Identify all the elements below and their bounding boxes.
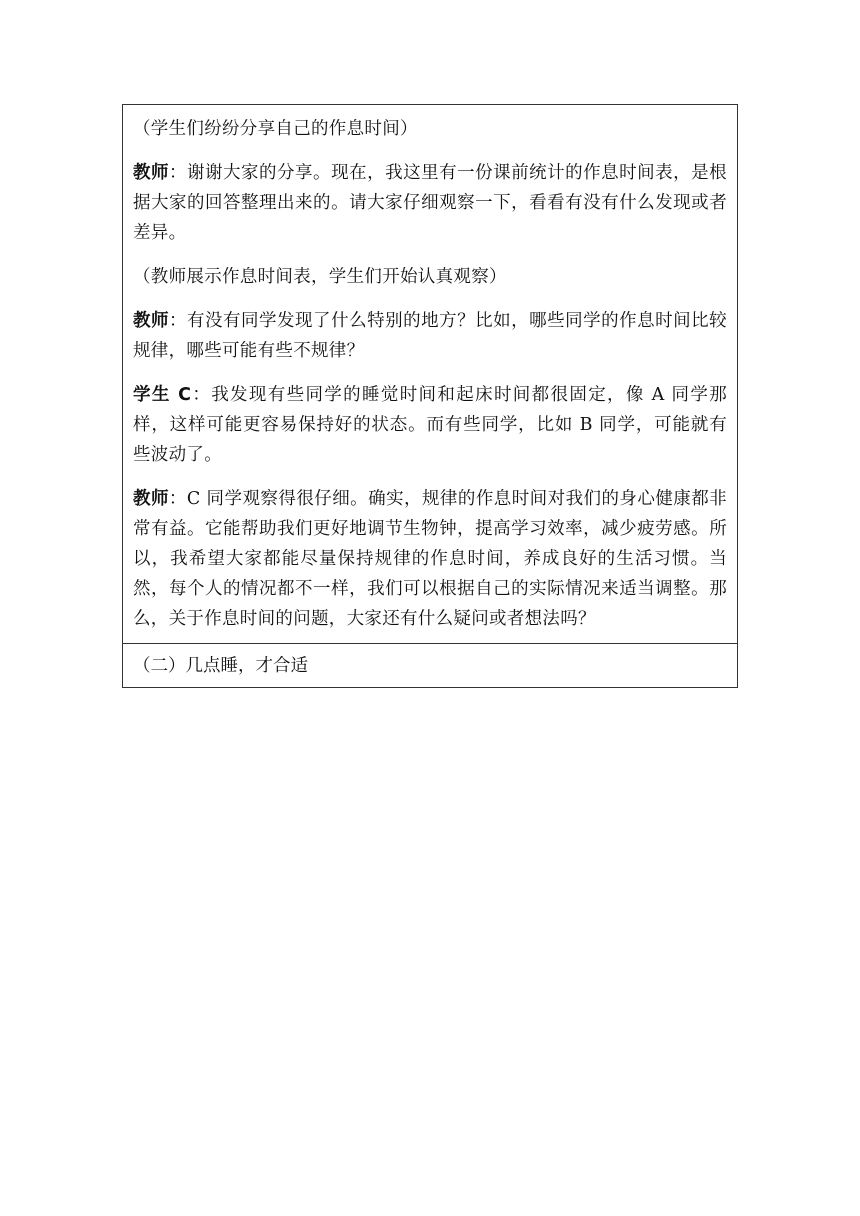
dialogue-text: ：谢谢大家的分享。现在，我这里有一份课前统计的作息时间表，是根据大家的回答整理出来的。请大家仔细观察一下，看看有没有什么发现或者差异。 (133, 163, 727, 243)
dialogue-line (133, 158, 727, 248)
stage-note-text: （教师展示作息时间表，学生们开始认真观察） (133, 267, 507, 287)
speaker-label: 学生 C (133, 385, 192, 405)
dialogue-text: ：C 同学观察得很仔细。确实，规律的作息时间对我们的身心健康都非常有益。它能帮助我们更好地调节生物钟，提高学习效率，减少疲劳感。所以，我希望大家都能尽量保持规律的作息时间，养成良好的生活习惯。当然，每个人的情况都不一样，我们可以根据自己的实际情况来适当调整。那么，关于作息时间的问题，大家还有什么疑问或者想法吗？ (133, 489, 727, 629)
lesson-table (122, 104, 738, 688)
speaker-label: 教师 (133, 489, 169, 509)
stage-note-text: （学生们纷纷分享自己的作息时间） (133, 119, 418, 139)
speaker-label: 教师 (133, 163, 170, 183)
section-heading: （二）几点睡，才合适 (133, 656, 308, 676)
dialogue-line (133, 380, 727, 470)
dialogue-line (133, 484, 727, 634)
dialogue-text: ：我发现有些同学的睡觉时间和起床时间都很固定，像 A 同学那样，这样可能更容易保持好的状态。而有些同学，比如 B 同学，可能就有些波动了。 (133, 385, 728, 465)
stage-note (133, 262, 727, 292)
dialogue-text: ：有没有同学发现了什么特别的地方？比如，哪些同学的作息时间比较规律，哪些可能有些不规律？ (133, 311, 727, 361)
speaker-label: 教师 (133, 311, 170, 331)
dialogue-cell (123, 105, 737, 644)
section-heading-cell (123, 644, 737, 687)
dialogue-line (133, 306, 727, 366)
stage-note (133, 114, 727, 144)
